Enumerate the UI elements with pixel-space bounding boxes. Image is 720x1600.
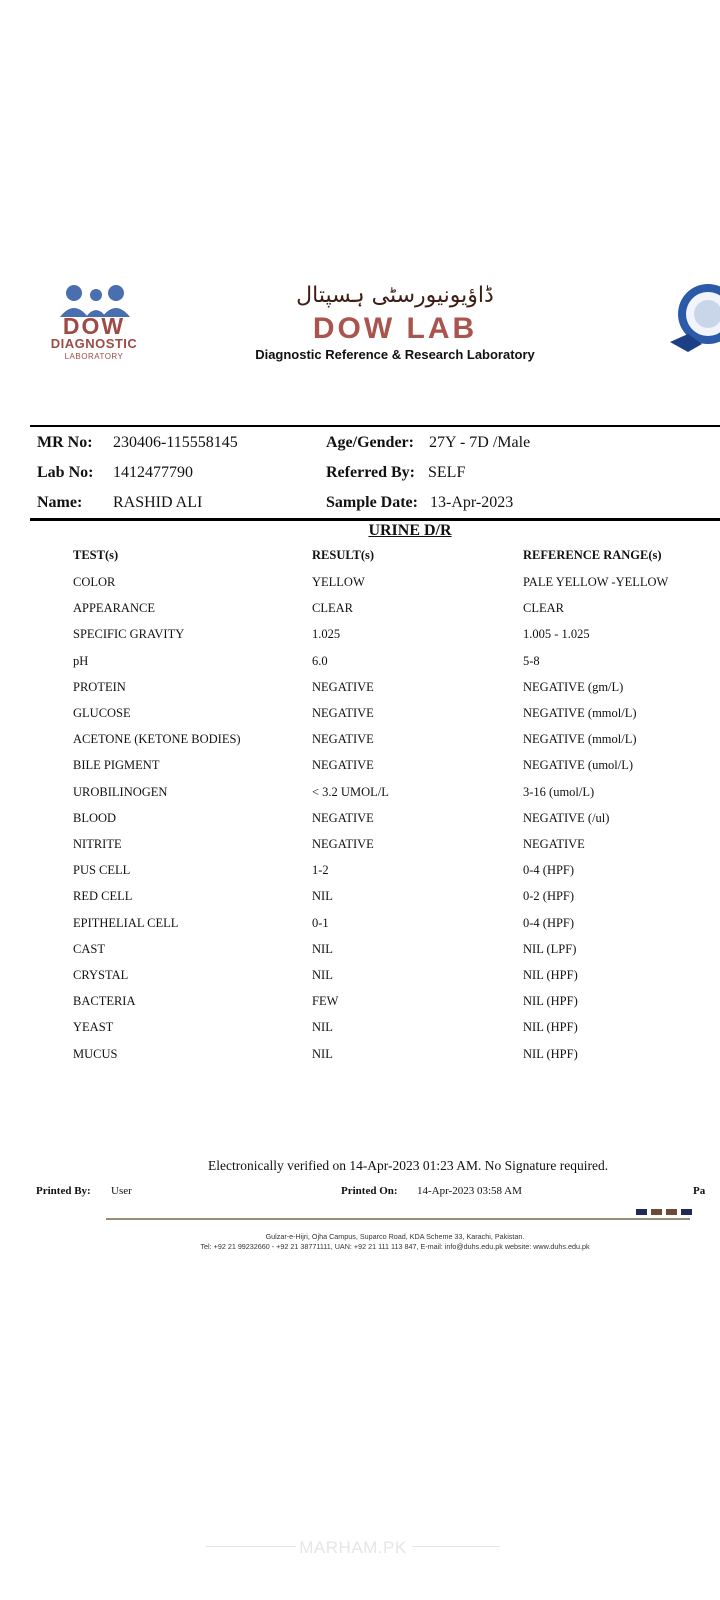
logo-dow-text: DOW [62,313,126,339]
test-name: PROTEIN [73,679,126,694]
people-logo-icon [56,283,132,317]
test-result: NEGATIVE [312,679,374,694]
mr-value: 230406-115558145 [113,434,238,451]
marham-watermark [206,1532,500,1562]
table-row [0,1047,720,1073]
patient-name [37,494,82,512]
test-result: FEW [312,994,339,1009]
table-row [0,837,720,863]
test-result: NEGATIVE [312,706,374,720]
test-result: YELLOW [312,575,365,589]
test-name: COLOR [73,575,116,589]
lab-subtitle: Diagnostic Reference & Research Laboratory [255,347,535,362]
test-name: BLOOD [73,810,117,825]
reference-range: NEGATIVE (umol/L) [523,758,634,773]
test-result: NEGATIVE [312,732,374,747]
lab-name: DOW LAB [312,312,478,345]
name-label: Name: [37,494,83,511]
logo-diagnostic-text: DIAGNOSTIC [50,336,138,351]
age-label: Age/Gender: [326,434,414,451]
table-row [0,627,720,653]
ref-label: Referred By: [326,464,415,481]
table-row [0,968,720,994]
test-name: CRYSTAL [73,968,129,982]
mr-label: MR No: [37,434,93,451]
footer-rule [106,1218,690,1220]
table-row [0,811,720,837]
test-name: PUS CELL [73,863,131,878]
test-result: 1-2 [312,863,329,878]
footer-address: Gulzar-e-Hijri, Ojha Campus, Suparco Road, KDA Scheme 33, Karachi, Pakistan. [265,1232,525,1241]
test-result: NIL [312,1046,333,1061]
test-result: NEGATIVE [312,810,374,825]
reference-range: CLEAR [523,601,564,616]
lab-no [37,464,93,482]
table-row [0,575,720,601]
test-result: NIL [312,1020,333,1035]
test-name: MUCUS [73,1046,118,1061]
test-result: 1.025 [312,627,341,642]
reference-range: NIL (HPF) [523,994,578,1009]
test-name: RED CELL [73,889,133,904]
date-label: Sample Date: [326,494,418,511]
test-name: SPECIFIC GRAVITY [73,627,185,642]
test-result: NEGATIVE [312,837,374,851]
test-result: 6.0 [312,653,328,668]
printed-on-label: Printed On: [341,1185,398,1197]
report-title: URINE D/R [368,522,452,539]
footer-square-4 [681,1209,692,1215]
reference-range: 0-4 (HPF) [523,915,575,930]
test-name: UROBILINOGEN [73,784,168,799]
age-value: 27Y - 7D /Male [429,434,531,451]
university-seal-icon [668,282,720,358]
ref-value: SELF [428,464,466,481]
reference-range: NIL (HPF) [523,1046,578,1061]
watermark-text: MARHAM.PK [299,1538,407,1557]
table-row [0,758,720,784]
test-name: YEAST [73,1020,114,1035]
printed-on-value: 14-Apr-2023 03:58 AM [417,1185,522,1197]
table-row [0,1020,720,1046]
reference-range: 0-2 (HPF) [523,889,575,904]
footer-contact: Tel: +92 21 99232660 - +92 21 38771111, UAN: +92 21 111 113 847, E-mail: info@duhs.edu.pk website: www.duhs.edu.pk [200,1242,590,1251]
test-name: BILE PIGMENT [73,758,160,773]
column-header-result: RESULT(s) [312,548,375,562]
lab-heading [230,280,560,364]
reference-range: NEGATIVE (gm/L) [523,679,624,694]
table-row [0,654,720,680]
column-header-reference: REFERENCE RANGE(s) [523,548,662,562]
test-name: ACETONE (KETONE BODIES) [73,732,241,747]
column-header-test: TEST(s) [73,548,119,562]
name-value: RASHID ALI [113,494,203,511]
test-name: NITRITE [73,837,122,851]
referred-by [326,464,415,482]
dow-diagnostic-logo [38,283,150,369]
urdu-title: ڈاؤیونیورسٹی ہسپتال [296,283,494,308]
test-name: APPEARANCE [73,601,155,616]
test-result: NIL [312,941,333,956]
reference-range: NIL (HPF) [523,1020,578,1035]
table-row [0,863,720,889]
test-name: BACTERIA [73,994,136,1009]
test-name: EPITHELIAL CELL [73,915,179,930]
table-row [0,732,720,758]
table-row [0,785,720,811]
page-label: Pa [693,1185,706,1197]
reference-range: NEGATIVE (mmol/L) [523,732,637,747]
printed-by-value: User [111,1185,132,1197]
lab-value: 1412477790 [113,464,193,481]
logo-laboratory-text: LABORATORY [64,352,124,361]
table-row [0,601,720,627]
test-result: 0-1 [312,915,329,930]
age-gender [326,434,414,452]
table-row [0,942,720,968]
test-result: < 3.2 UMOL/L [312,784,389,799]
table-row [0,994,720,1020]
lab-label: Lab No: [37,464,94,481]
footer-square-3 [666,1209,677,1215]
table-row [0,680,720,706]
test-name: pH [73,653,89,668]
footer-square-2 [651,1209,662,1215]
reference-range: 3-16 (umol/L) [523,784,595,799]
test-result: CLEAR [312,601,353,616]
sample-date [326,494,418,512]
test-result: NIL [312,889,333,904]
printed-by-label: Printed By: [36,1185,91,1197]
reference-range: NEGATIVE (mmol/L) [523,706,637,720]
test-result: NIL [312,968,333,982]
date-value: 13-Apr-2023 [430,494,514,511]
footer-square-1 [636,1209,647,1215]
header-rule-top [30,425,720,427]
reference-range: NIL (LPF) [523,941,577,956]
header-rule-bottom [30,518,720,521]
reference-range: 1.005 - 1.025 [523,627,590,642]
reference-range: 5-8 [523,653,540,668]
reference-range: NEGATIVE (/ul) [523,810,610,825]
table-row [0,706,720,732]
table-row [0,889,720,915]
test-name: GLUCOSE [73,706,131,720]
test-name: CAST [73,941,105,956]
reference-range: NIL (HPF) [523,968,578,982]
reference-range: PALE YELLOW -YELLOW [523,575,669,589]
reference-range: NEGATIVE [523,837,585,851]
verification-note: Electronically verified on 14-Apr-2023 01:23 AM. No Signature required. [208,1158,609,1173]
table-row [0,916,720,942]
mr-no [37,434,93,452]
reference-range: 0-4 (HPF) [523,863,575,878]
test-result: NEGATIVE [312,758,374,773]
